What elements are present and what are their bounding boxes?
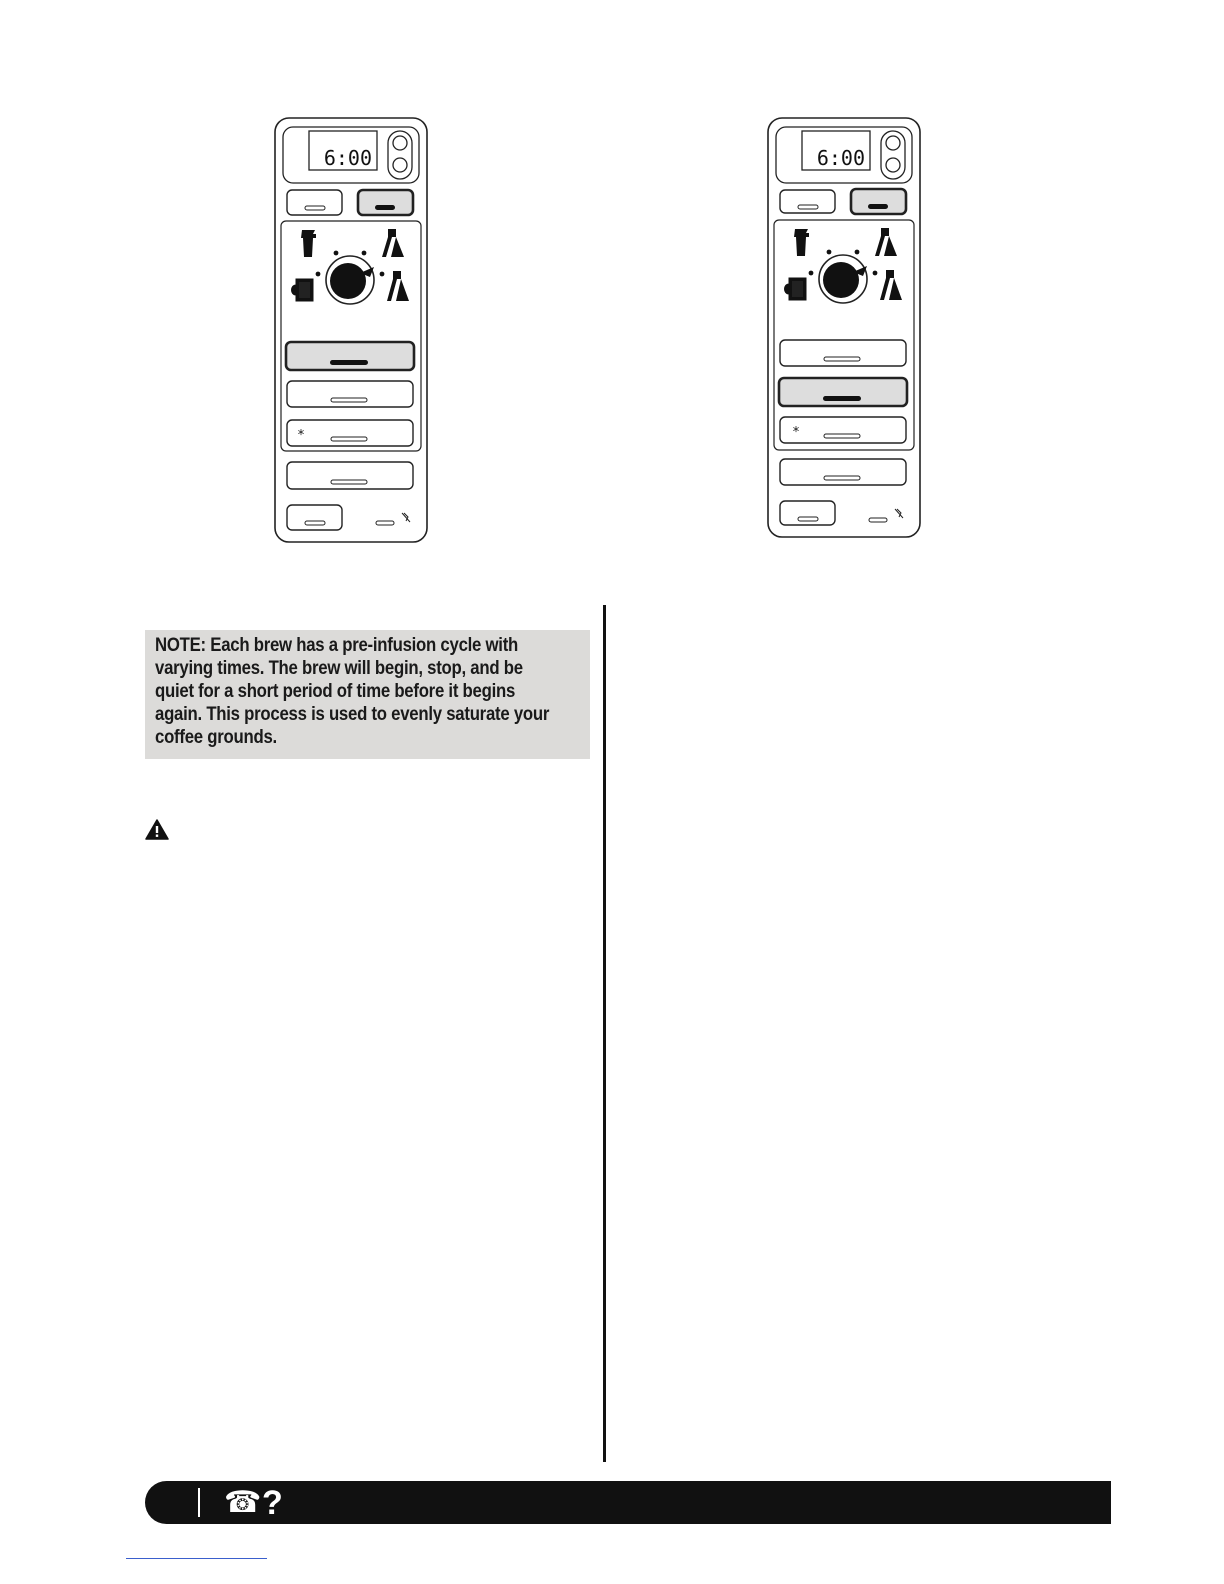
note-line: coffee grounds. xyxy=(155,726,277,748)
function-button-small xyxy=(287,505,342,530)
brew-size-button-large-pressed xyxy=(286,342,414,370)
footer-separator xyxy=(198,1488,200,1517)
brew-size-button-large xyxy=(780,340,906,366)
note-line: varying times. The brew will begin, stop, and be xyxy=(155,657,523,679)
svg-text:*: * xyxy=(792,425,800,440)
brew-size-button-medium-pressed xyxy=(779,378,907,406)
help-question-mark: ? xyxy=(262,1484,283,1522)
phone-icon: ☎ xyxy=(224,1485,262,1520)
left-small-button-pressed xyxy=(358,190,413,215)
function-button-wide xyxy=(287,462,413,489)
note-line: again. This process is used to evenly saturate your xyxy=(155,703,550,725)
note-line: quiet for a short period of time before it begins xyxy=(155,680,516,702)
brew-size-button-iced xyxy=(287,420,413,446)
note-line: NOTE: Each brew has a pre-infusion cycle with xyxy=(155,634,519,656)
function-button-wide xyxy=(780,459,906,485)
svg-text:*: * xyxy=(297,428,305,443)
control-panel-illustration-left xyxy=(274,117,428,543)
brew-size-button-medium xyxy=(287,381,413,407)
left-small-button xyxy=(287,190,342,215)
note-text xyxy=(155,634,585,749)
lcd-display-time: 6:00 xyxy=(323,146,372,170)
note-callout xyxy=(145,630,590,759)
lcd-display-time: 6:00 xyxy=(816,146,865,170)
warning-icon xyxy=(145,819,169,840)
footer-bar xyxy=(145,1481,1111,1524)
control-panel-illustration-right xyxy=(767,117,921,538)
bottom-link-underline[interactable] xyxy=(126,1558,267,1559)
left-small-button-pressed xyxy=(851,189,906,214)
column-divider xyxy=(603,605,606,1462)
left-small-button xyxy=(780,190,835,213)
